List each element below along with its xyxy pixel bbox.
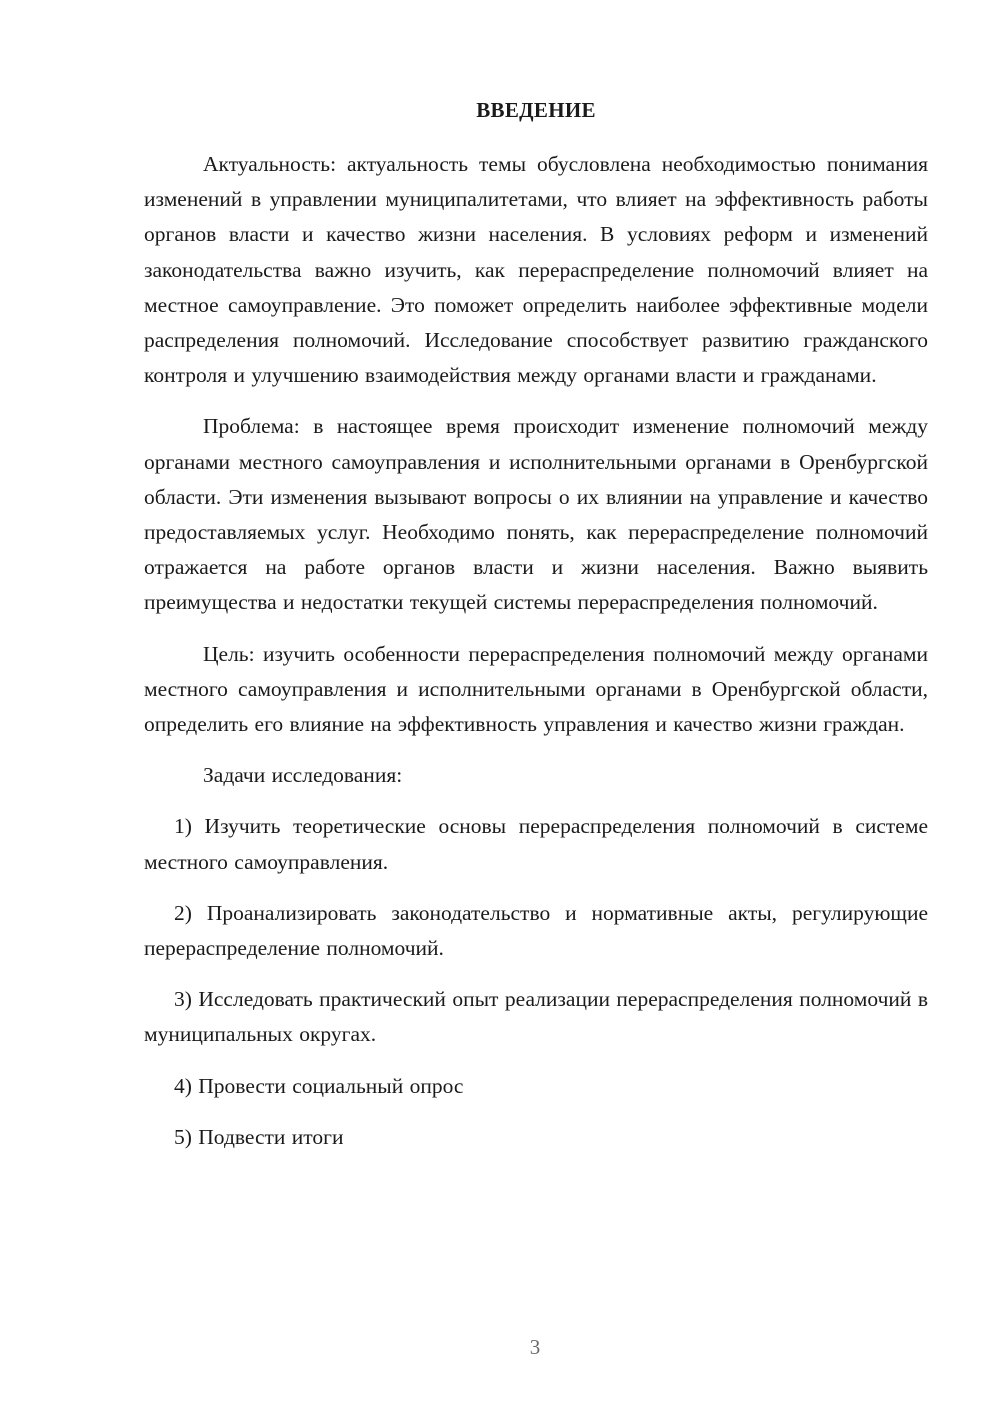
- page-content: [144, 97, 928, 1171]
- tasks-label: Задачи исследования:: [203, 763, 403, 788]
- task-item: 2) Проанализировать законодательство и нормативные акты, регулирующие перераспределение полномочий.: [144, 900, 928, 961]
- section-heading: ВВЕДЕНИЕ: [476, 98, 596, 122]
- task-item: 5) Подвести итоги: [174, 1124, 344, 1149]
- task-item: 4) Провести социальный опрос: [174, 1073, 464, 1098]
- task-item: 3) Исследовать практический опыт реализации перераспределения полномочий в муниципальных округах.: [144, 987, 928, 1047]
- paragraph-goal: Цель: изучить особенности перераспределения полномочий между органами местного самоуправления и исполнительными органами в Оренбургской области, определить его влияние на эффективность управления и качество жизни граждан.: [144, 641, 928, 737]
- page-number: 3: [529, 1335, 541, 1359]
- paragraph-problem: Проблема: в настоящее время происходит изменение полномочий между органами местного самоуправления и исполнительными органами в Оренбургской области. Эти изменения вызывают вопросы о их влиянии на управление и качество предоставляемых услуг. Необходимо понять, как перераспределение полномочий отражается на работе органов власти и жизни населения. Важно выявить преимущества и недостатки текущей системы перераспределения полномочий.: [144, 414, 928, 615]
- task-item: 1) Изучить теоретические основы перераспределения полномочий в системе местного самоуправления.: [144, 814, 928, 874]
- paragraph-relevance: Актуальность: актуальность темы обусловлена необходимостью понимания изменений в управлении муниципалитетами, что влияет на эффективность работы органов власти и качество жизни населения. В условиях реформ и изменений законодательства важно изучить, как перераспределение полномочий влияет на местное самоуправление. Это поможет определить наиболее эффективные модели распределения полномочий. Исследование способствует развитию гражданского контроля и улучшению взаимодействия между органами власти и гражданами.: [144, 152, 928, 388]
